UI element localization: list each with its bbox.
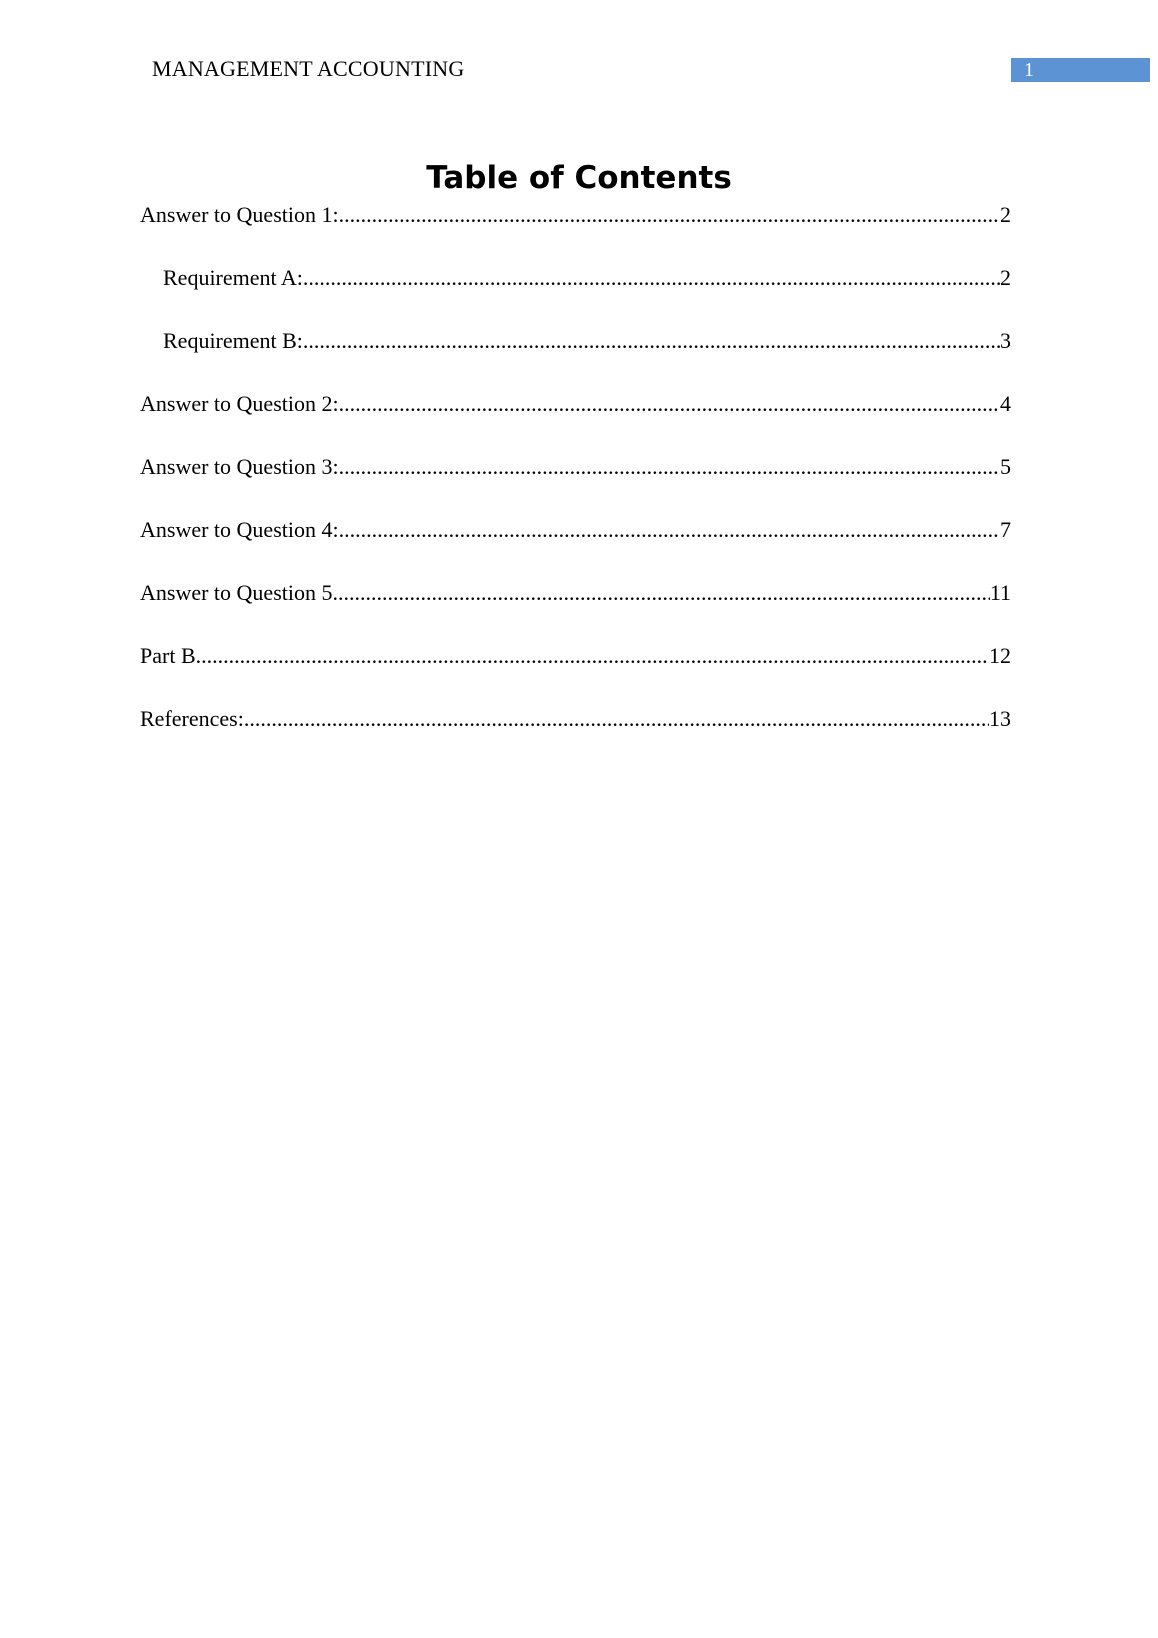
toc-entry-label: Answer to Question 5 <box>140 580 333 605</box>
toc-dot-leader <box>303 326 1000 356</box>
toc-entry-page: 3 <box>1000 328 1011 353</box>
toc-dot-leader <box>303 263 1000 293</box>
toc-entry-label: Requirement B: <box>163 328 303 353</box>
page-number-badge <box>1011 58 1150 82</box>
toc-entry-label: References: <box>140 706 244 731</box>
toc-dot-leader <box>339 200 1000 230</box>
toc-entry-question-3[interactable] <box>140 452 1011 515</box>
toc-entry-requirement-b[interactable] <box>140 326 1011 389</box>
toc-entry-page: 2 <box>1000 202 1011 227</box>
toc-entry-page: 11 <box>989 580 1011 605</box>
toc-dot-leader <box>339 452 1000 482</box>
toc-entry-page: 5 <box>1000 454 1011 479</box>
toc-entry-question-4[interactable] <box>140 515 1011 578</box>
toc-entry-page: 12 <box>989 643 1011 668</box>
toc-dot-leader <box>339 389 1000 419</box>
toc-dot-leader <box>332 578 989 608</box>
toc-dot-leader <box>196 641 989 671</box>
toc-list <box>140 200 1011 767</box>
page-number: 1 <box>1024 59 1034 81</box>
toc-title: Table of Contents <box>426 160 732 196</box>
toc-entry-requirement-a[interactable] <box>140 263 1011 326</box>
toc-entry-question-2[interactable] <box>140 389 1011 452</box>
toc-entry-page: 7 <box>1000 517 1011 542</box>
running-header-title: MANAGEMENT ACCOUNTING <box>152 56 465 81</box>
toc-entry-question-1[interactable] <box>140 200 1011 263</box>
toc-entry-label: Answer to Question 4: <box>140 517 339 542</box>
toc-entry-page: 13 <box>989 706 1011 731</box>
toc-entry-page: 2 <box>1000 265 1011 290</box>
toc-entry-label: Answer to Question 1: <box>140 202 339 227</box>
toc-entry-question-5[interactable] <box>140 578 1011 641</box>
toc-entry-label: Part B <box>140 643 196 668</box>
toc-entry-references[interactable] <box>140 704 1011 767</box>
toc-dot-leader <box>339 515 1000 545</box>
toc-entry-label: Requirement A: <box>163 265 303 290</box>
toc-dot-leader <box>244 704 989 734</box>
toc-entry-part-b[interactable] <box>140 641 1011 704</box>
toc-entry-label: Answer to Question 3: <box>140 454 339 479</box>
toc-entry-page: 4 <box>1000 391 1011 416</box>
toc-entry-label: Answer to Question 2: <box>140 391 339 416</box>
